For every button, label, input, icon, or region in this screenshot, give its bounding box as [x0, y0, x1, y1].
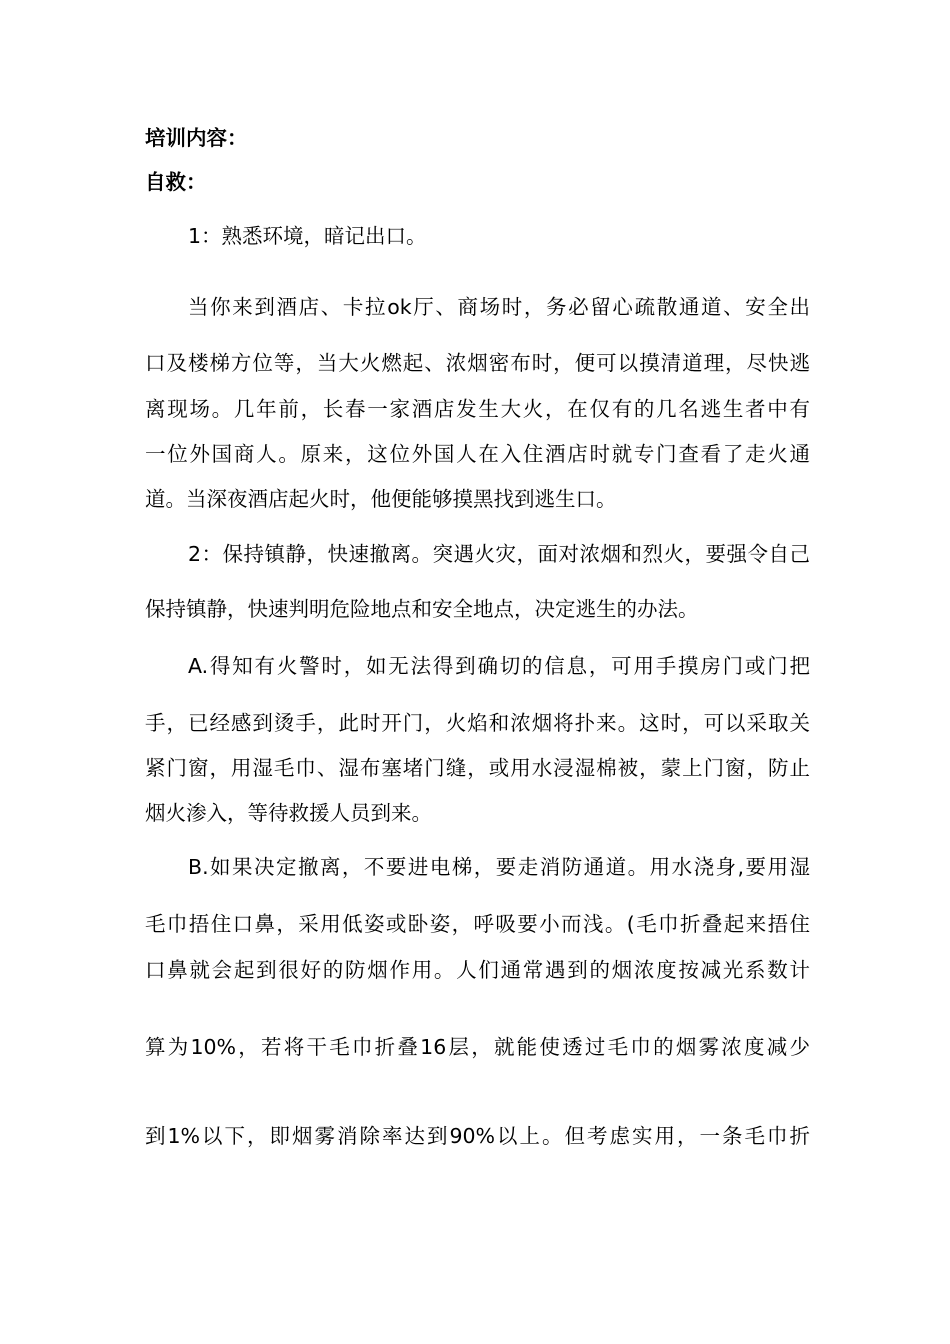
paragraph-line: 道。当深夜酒店起火时，他便能够摸黑找到逃生口。	[145, 487, 617, 511]
paragraph-line: 离现场。几年前，长春一家酒店发生大火，在仅有的几名逃生者中有	[145, 397, 810, 421]
paragraph-line: 当你来到酒店、卡拉ok厅、商场时，务必留心疏散通道、安全出	[188, 295, 810, 319]
paragraph-line: B.如果决定撤离，不要进电梯，要走消防通道。用水浇身,要用湿	[188, 855, 810, 879]
paragraph-line: 烟火渗入，等待救援人员到来。	[145, 801, 432, 825]
paragraph-line: 口鼻就会起到很好的防烟作用。人们通常遇到的烟浓度按减光系数计	[145, 958, 810, 982]
heading-self-rescue: 自救：	[145, 170, 207, 194]
paragraph-line: 2：保持镇静，快速撤离。突遇火灾，面对浓烟和烈火，要强令自己	[188, 542, 810, 566]
paragraph-line: 算为10%，若将干毛巾折叠16层，就能使透过毛巾的烟雾浓度减少	[145, 1035, 810, 1059]
paragraph-line: 毛巾捂住口鼻，采用低姿或卧姿，呼吸要小而浅。(毛巾折叠起来捂住	[145, 912, 810, 936]
paragraph-line: 一位外国商人。原来，这位外国人在入住酒店时就专门查看了走火通	[145, 442, 810, 466]
paragraph-line: A.得知有火警时，如无法得到确切的信息，可用手摸房门或门把	[188, 654, 810, 678]
paragraph-line: 到1%以下，即烟雾消除率达到90%以上。但考虑实用，一条毛巾折	[145, 1124, 810, 1148]
item-1-title: 1：熟悉环境，暗记出口。	[188, 224, 427, 248]
paragraph-line: 手，已经感到烫手，此时开门，火焰和浓烟将扑来。这时，可以采取关	[145, 711, 810, 735]
paragraph-line: 口及楼梯方位等，当大火燃起、浓烟密布时，便可以摸清道理，尽快逃	[145, 351, 810, 375]
paragraph-line: 保持镇静，快速判明危险地点和安全地点，决定逃生的办法。	[145, 597, 699, 621]
heading-training-content: 培训内容：	[145, 126, 248, 150]
paragraph-line: 紧门窗，用湿毛巾、湿布塞堵门缝，或用水浸湿棉被，蒙上门窗，防止	[145, 756, 810, 780]
